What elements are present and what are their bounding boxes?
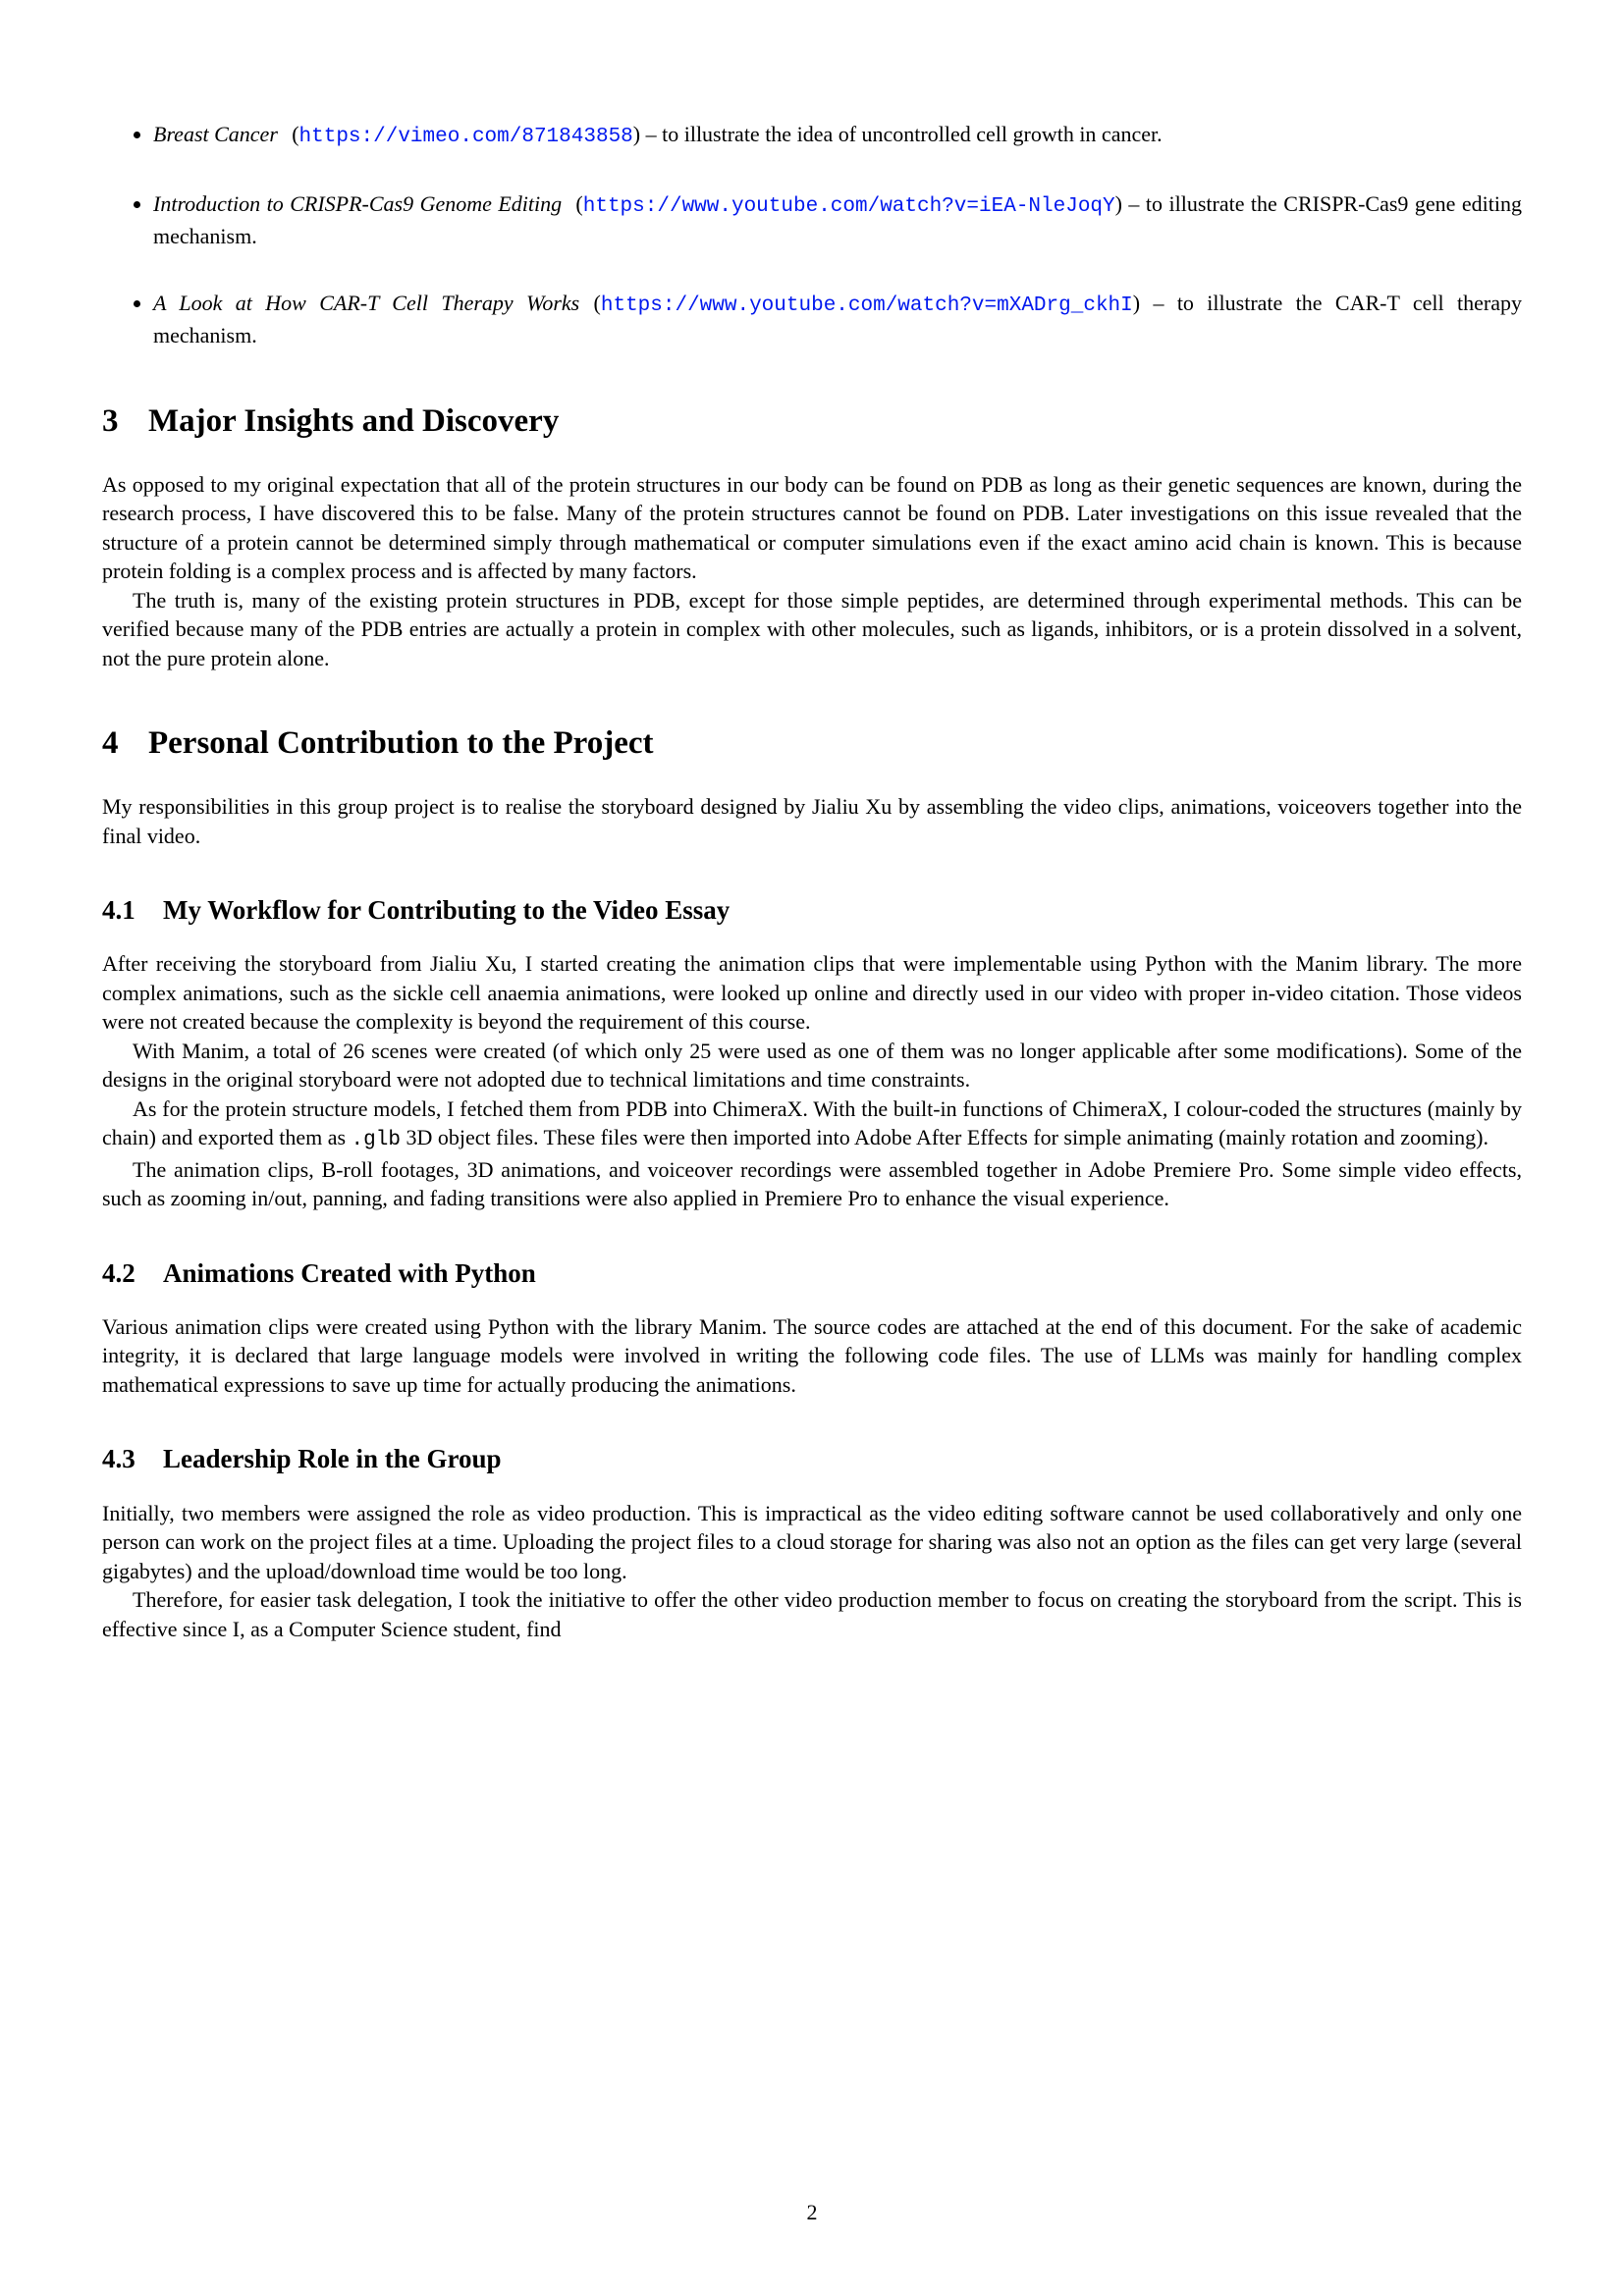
video-link[interactable]: https://vimeo.com/871843858 xyxy=(298,126,633,148)
paragraph-text: As for the protein structure models, I fetched them from PDB into ChimeraX. With the built-in functions of ChimeraX, I colour-coded the structures (mainly by chain) and exported them as xyxy=(102,1095,1522,1150)
subsection-number: 4.3 xyxy=(102,1444,135,1474)
video-link[interactable]: https://www.youtube.com/watch?v=mXADrg_ckhI xyxy=(600,294,1133,317)
paragraph: Various animation clips were created using Python with the library Manim. The source codes are attached at the end of this document. For the sake of academic integrity, it is declared that large language models were involved in writing the following code files. The use of LLMs was mainly for handling complex mathematical expressions to save up time for actually producing the animations. xyxy=(102,1313,1522,1397)
subsection-4-3-heading xyxy=(102,1444,1522,1474)
paragraph: With Manim, a total of 26 scenes were created (of which only 25 were used as one of them was no longer applicable after some modifications). Some of the designs in the original storyboard were not adopted due to technical limitations and time constraints. xyxy=(102,1038,1522,1093)
list-item xyxy=(153,120,1522,152)
item-text-after: ) – to illustrate the idea of uncontrolled cell growth in cancer. xyxy=(632,122,1163,146)
paragraph: Therefore, for easier task delegation, I took the initiative to offer the other video production member to focus on creating the storyboard from the script. This is effective since I, as a Computer Science student, find xyxy=(102,1587,1522,1641)
paragraph xyxy=(102,1095,1522,1155)
paragraph: After receiving the storyboard from Jialiu Xu, I started creating the animation clips that were implementable using Python with the Manim library. The more complex animations, such as the sickle cell anaemia animations, were looked up online and directly used in our video with proper in-video citation. Those videos were not created because the complexity is beyond the requirement of this course. xyxy=(102,951,1522,1035)
page-content xyxy=(102,120,1522,1643)
list-item xyxy=(153,289,1522,350)
video-reference-list xyxy=(102,120,1522,350)
section-number: 4 xyxy=(102,725,119,762)
video-title: A Look at How CAR-T Cell Therapy Works xyxy=(153,291,580,315)
paren-open: ( xyxy=(575,191,583,216)
subsection-number: 4.1 xyxy=(102,895,135,926)
paragraph: The truth is, many of the existing protein structures in PDB, except for those simple peptides, are determined through experimental methods. This can be verified because many of the PDB entries are actually a protein in complex with other molecules, such as ligands, inhibitors, or is a protein dissolved in a solvent, not the pure protein alone. xyxy=(102,587,1522,670)
section-title: Personal Contribution to the Project xyxy=(148,725,654,762)
section-4-heading xyxy=(102,725,1522,763)
paragraph: The animation clips, B-roll footages, 3D animations, and voiceover recordings were assembled together in Adobe Premiere Pro. Some simple video effects, such as zooming in/out, panning, and fading transitions were also applied in Premiere Pro to enhance the visual experience. xyxy=(102,1156,1522,1211)
inline-code: .glb xyxy=(351,1129,401,1152)
section-number: 3 xyxy=(102,403,119,439)
page-number: 2 xyxy=(806,2200,818,2224)
subsection-number: 4.2 xyxy=(102,1257,135,1288)
video-title: Breast Cancer xyxy=(153,122,278,146)
video-title: Introduction to CRISPR-Cas9 Genome Editing xyxy=(153,191,563,216)
paragraph: As opposed to my original expectation that all of the protein structures in our body can be found on PDB as long as their genetic sequences are known, during the research process, I have discovered this to be false. Many of the protein structures cannot be found on PDB. Later investigations on this issue revealed that the structure of a protein cannot be determined simply through mathematical or computer simulations even if the exact amino acid chain is known. This is because protein folding is a complex process and is affected by many factors. xyxy=(102,471,1522,584)
video-link[interactable]: https://www.youtube.com/watch?v=iEA-NleJoqY xyxy=(582,195,1115,218)
subsection-4-1-heading xyxy=(102,895,1522,926)
paragraph-text: 3D object files. These files were then imported into Adobe After Effects for simple animating (mainly rotation and zooming). xyxy=(400,1125,1489,1150)
paragraph: Initially, two members were assigned the role as video production. This is impractical as the video editing software cannot be used collaboratively and only one person can work on the project files at a time. Uploading the project files to a cloud storage for sharing was also not an option as the files can get very large (several gigabytes) and the upload/download time would be too long. xyxy=(102,1500,1522,1583)
paren-open: ( xyxy=(593,291,601,315)
item-text-after: ) – to illustrate the CRISPR-Cas9 gene editing mechanism. xyxy=(153,191,1522,248)
item-text-after: ) – to illustrate the CAR-T cell therapy mechanism. xyxy=(153,291,1522,347)
subsection-title: Animations Created with Python xyxy=(163,1257,536,1288)
subsection-title: My Workflow for Contributing to the Video Essay xyxy=(163,895,731,926)
paren-open: ( xyxy=(292,122,299,146)
section-3-heading xyxy=(102,403,1522,441)
subsection-title: Leadership Role in the Group xyxy=(163,1444,502,1474)
subsection-4-2-heading xyxy=(102,1258,1522,1289)
list-item xyxy=(153,189,1522,251)
section-title: Major Insights and Discovery xyxy=(148,403,560,439)
paragraph: My responsibilities in this group project is to realise the storyboard designed by Jialiu Xu by assembling the video clips, animations, voiceovers together into the final video. xyxy=(102,794,1522,848)
